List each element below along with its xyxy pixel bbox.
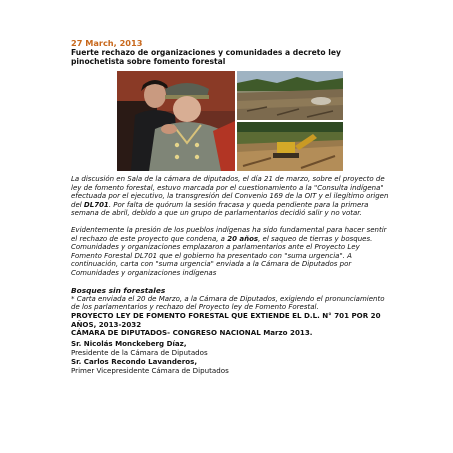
paragraph-2-bold: 20 años bbox=[227, 234, 259, 243]
article-date: 27 March, 2013 bbox=[71, 38, 143, 48]
paragraph-2 bbox=[71, 226, 389, 278]
recipient-role-1: Presidente de la Cámara de Diputados bbox=[71, 347, 208, 357]
article bbox=[71, 38, 389, 375]
paragraph-1-text-a: La discusión en Sala de la cámara de diputados, el día 21 de marzo, sobre el proyecto de ley de fomento forestal, estuvo marcada por el cuestionamiento a la "Consulta indígena" efectuada por el ejecutivo, la transgresión del Convenio 169 de la OIT y el ilegítimo origen del bbox=[71, 175, 389, 209]
paragraph-1-text-b: . Por falta de quórum la sesión fracasa y queda pendiente para la primera semana de abril, debido a que un grupo de parlamentarios decidió salir y no votar. bbox=[71, 200, 369, 218]
paragraph-1 bbox=[71, 175, 389, 218]
paragraph-3: * Carta enviada el 20 de Marzo, a la Cámara de Diputados, exigiendo el pronunciamiento de los parlamentarios y rechazo del Proyecto ley de Fomento Forestal. bbox=[71, 294, 385, 312]
chamber-line: CÁMARA DE DIPUTADOS- CONGRESO NACIONAL Marzo 2013. bbox=[71, 328, 313, 338]
recipient-name-1: Sr. Nicolás Monckeberg Díaz, bbox=[71, 339, 187, 349]
article-headline: Fuerte rechazo de organizaciones y comunidades a decreto ley pinochetista sobre fomento forestal bbox=[71, 48, 341, 66]
photo-collage bbox=[71, 71, 389, 171]
recipient-name-2: Sr. Carlos Recondo Lavanderos, bbox=[71, 356, 198, 366]
paragraph-2-text-a: Evidentemente la presión de los pueblos indígenas ha sido fundamental para hacer sentir el rechazo de este proyecto que condena, a bbox=[71, 225, 387, 243]
paragraph-1-bold: DL701 bbox=[83, 200, 109, 209]
paragraph-2-text-b: , el saqueo de tierras y bosques. Comunidades y organizaciones emplazaron a parlamentarios ante el Proyecto Ley Fomento Forestal DL701 que el gobierno ha presentado con "suma urgencia". A continuación, carta con "suma urgencia" enviada a la Cámara de Diputados por Comunidades y organizaciones indígenas bbox=[71, 234, 373, 277]
section-subhead: Bosques sin forestales bbox=[71, 285, 166, 295]
forest-machinery-photo bbox=[237, 122, 343, 171]
bill-title: PROYECTO LEY DE FOMENTO FORESTAL QUE EXTIENDE EL D.L. N° 701 POR 20 AÑOS, 2013-2032 bbox=[71, 310, 381, 329]
clearcut-forest-photo bbox=[237, 71, 343, 120]
recipient-role-2: Primer Vicepresidente Cámara de Diputados bbox=[71, 365, 229, 375]
military-officers-photo bbox=[117, 71, 235, 171]
